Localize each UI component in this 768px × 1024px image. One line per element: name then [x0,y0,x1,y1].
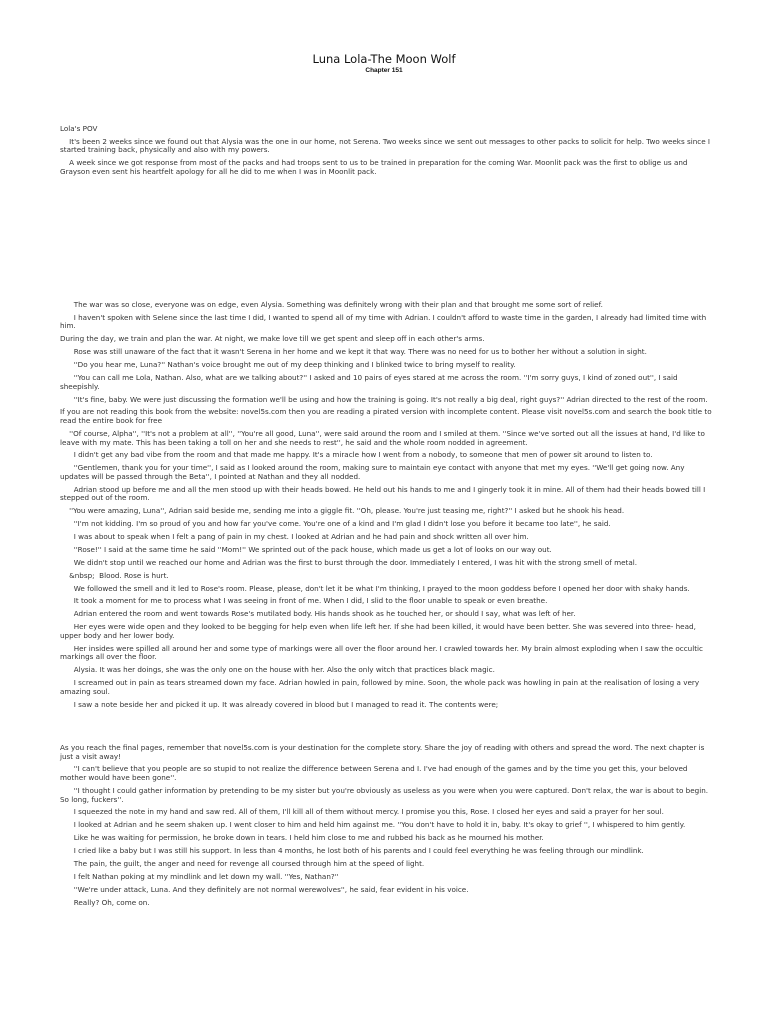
paragraph: ''You can call me Lola, Nathan. Also, what are we talking about?'' I asked and 10 pairs of eyes stared at me across the room. ''I'm sorry guys, I kind of zoned out'', I said sheepishly. [60,373,680,391]
paragraph: Really? Oh, come on. [60,897,150,907]
paragraph: ''Do you hear me, Luna?'' Nathan's voice brought me out of my deep thinking and I blinked twice to bring myself to reality. [60,360,516,370]
paragraph: I didn't get any bad vibe from the room and that made me happy. It's a miracle how I went from a nobody, to someone that men of power sit around to listen to. [60,450,653,460]
page-title: Luna Lola-The Moon Wolf [312,52,456,66]
paragraph: Adrian stood up before me and all the men stood up with their heads bowed. He held out his hands to me and I gingerly took it in mine. All of them had their heads bowed till I stepped out of the room. [60,484,708,503]
paragraph: Like he was waiting for permission, he broke down in tears. I held him close to me and rubbed his back as he mourned his mother. [60,833,544,843]
paragraph: Lola's POV [60,124,98,133]
paragraph: ''You were amazing, Luna'', Adrian said beside me, sending me into a giggle fit. ''Oh, please. You're just teasing me, right?'' I asked but he shook his head. [60,506,625,516]
paragraph: It took a moment for me to process what I was seeing in front of me. When I did, I slid to the floor unable to speak or even breathe. [60,596,548,606]
paragraph: ''Of course, Alpha'', ''It's not a problem at all'', ''You're all good, Luna'', were said around the room and I smiled at them. ''Since we've sorted out all the issues at hand, I'd like to leave with my mate. This has been taking a toll on her and she needs to rest'', he said and the whole room nodded in agreement. [60,428,708,447]
paragraph: I was about to speak when I felt a pang of pain in my chest. I looked at Adrian and he had pain and shock written all over him. [60,532,529,542]
paragraph: I squeezed the note in my hand and saw red. All of them, I'll kill all of them without mercy. I promise you this, Rose. I closed her eyes and said a prayer for her soul. [60,807,664,817]
paragraph: I cried like a baby but I was still his support. In less than 4 months, he lost both of his parents and I could feel everything he was feeling through our mindlink. [60,846,644,856]
paragraph: If you are not reading this book from the website: novel5s.com then you are reading a pirated version with incomplete content. Please visit novel5s.com and search the book title to read the entire book for free [60,407,714,426]
paragraph: I felt Nathan poking at my mindlink and let down my wall. ''Yes, Nathan?'' [60,871,339,881]
chapter-heading: Chapter 151 [365,67,403,74]
paragraph: A week since we got response from most of the packs and had troops sent to us to be trained in preparation for the coming War. Moonlit pack was the first to oblige us and Grayson even sent his heartfelt apology for all he did to me when I was in Moonlit pack. [60,158,690,176]
paragraph: As you reach the final pages, remember that novel5s.com is your destination for the complete story. Share the joy of reading with others and spread the word. The next chapter is just a visit away! [60,743,707,761]
paragraph: Alysia. It was her doings, she was the only one on the house with her. Also the only witch that practices black magic. [60,665,495,675]
paragraph: Rose was still unaware of the fact that it wasn't Serena in her home and we kept it that way. There was no need for us to bother her without a solution in sight. [60,347,647,357]
paragraph: It's been 2 weeks since we found out that Alysia was the one in our home, not Serena. Two weeks since we sent out messages to other packs to solicit for help. Two weeks since I started training back, physically and also with my powers. [60,136,713,155]
paragraph: ''Gentlemen, thank you for your time'', I said as I looked around the room, making sure to maintain eye contact with anyone that met my eyes. ''We'll get going now. Any updates will be passed through the Beta'', I pointed at Nathan and they all nodded. [60,463,687,481]
paragraph: ''I can't believe that you people are so stupid to not realize the difference between Serena and I. I've had enough of the games and by the time you get this, your beloved mother would have been gone''. [60,764,690,783]
paragraph: The pain, the guilt, the anger and need for revenge all coursed through him at the speed of light. [60,859,425,869]
paragraph: ''It's fine, baby. We were just discussing the formation we'll be using and how the training is going. It's not really a big deal, right guys?'' Adrian directed to the rest of the room. [60,394,708,404]
paragraph: Her eyes were wide open and they looked to be begging for help even when life left her. If she had been killed, it would have been better. She was severed into three- head, upper body and her lower body. [60,622,699,640]
paragraph: I screamed out in pain as tears streamed down my face. Adrian howled in pain, followed by mine. Soon, the whole pack was howling in pain at the realisation of losing a very amazing soul. [60,678,702,696]
paragraph: I looked at Adrian and he seem shaken up. I went closer to him and held him against me. ''You don't have to hold it in, baby. It's okay to grief '', I whispered to him gently. [60,820,686,830]
paragraph: We didn't stop until we reached our home and Adrian was the first to burst through the door. Immediately I entered, I was hit with the strong smell of metal. [60,557,638,567]
paragraph: ''We're under attack, Luna. And they definitely are not normal werewolves'', he said, fear evident in his voice. [60,884,469,894]
paragraph: I saw a note beside her and picked it up. It was already covered in blood but I managed to read it. The contents were; [60,699,499,709]
paragraph: ''I'm not kidding. I'm so proud of you and how far you've come. You're one of a kind and I'm glad I didn't lose you before it became too late'', he said. [60,519,611,529]
paragraph: Adrian entered the room and went towards Rose's mutilated body. His hands shook as he touched her, or should I say, what was left of her. [60,609,576,619]
paragraph: ''I thought I could gather information by pretending to be my sister but you're obviously as useless as you were when you were captured. Don't relax, the war is about to begin. So long, fuckers''. [60,785,711,804]
paragraph: We followed the smell and it led to Rose's room. Please, please, don't let it be what I'm thinking, I prayed to the moon goddess before I opened her door with shaky hands. [60,583,690,593]
paragraph: I haven't spoken with Selene since the last time I did, I wanted to spend all of my time with Adrian. I couldn't afford to waste time in the garden, I already had limited time with him. [60,312,709,331]
paragraph: Her insides were spilled all around her and some type of markings were all over the floor around her. I crawled towards her. My brain almost exploding when I saw the occultic markings all over the floor. [60,643,706,662]
text-block-ending [60,744,712,912]
paragraph: The war was so close, everyone was on edge, even Alysia. Something was definitely wrong with their plan and that brought me some sort of relief. [60,300,603,309]
paragraph: During the day, we train and plan the war. At night, we make love till we get spent and sleep off in each other's arms. [60,334,485,344]
paragraph: ''Rose!'' I said at the same time he said ''Mom!'' We sprinted out of the pack house, which made us get a lot of looks on our way out. [60,544,552,554]
text-block-main [60,301,712,714]
text-block-intro [60,125,712,181]
paragraph: &nbsp; Blood. Rose is hurt. [60,570,169,580]
